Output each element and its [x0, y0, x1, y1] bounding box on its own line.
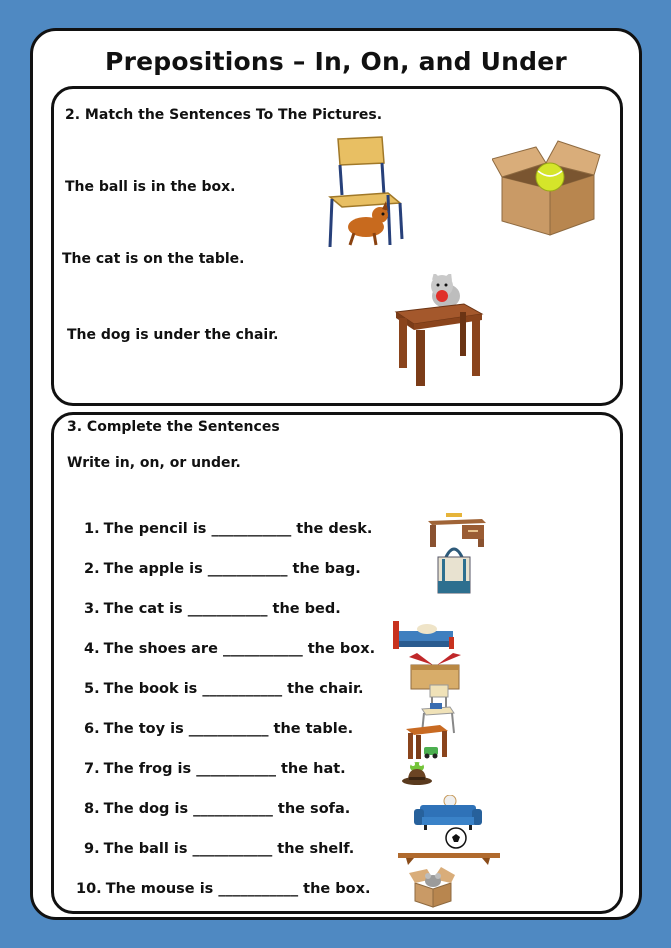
tote-bag-icon [434, 541, 474, 595]
complete-section [51, 412, 623, 914]
sentence-dog: The dog is under the chair. [67, 327, 279, 343]
list-item [84, 681, 364, 697]
match-section [51, 86, 623, 406]
complete-instruction: Write in, on, or under. [67, 455, 241, 471]
item-number: 10. [76, 881, 102, 897]
item-sentence: The shoes are ___________ the box. [103, 641, 376, 657]
list-item [84, 721, 353, 737]
box-with-ball-picture [492, 137, 602, 237]
match-heading: 2. Match the Sentences To The Pictures. [65, 107, 383, 123]
item-number: 7. [84, 761, 100, 777]
table-with-toy-icon [404, 721, 450, 761]
item-number: 5. [84, 681, 100, 697]
list-item [76, 881, 370, 897]
item-sentence: The dog is ___________ the sofa. [103, 801, 351, 817]
sofa-with-dog-icon [414, 795, 482, 831]
item-sentence: The toy is ___________ the table. [103, 721, 354, 737]
table-with-cat-picture [394, 274, 484, 389]
item-sentence: The mouse is ___________ the box. [105, 881, 371, 897]
sentence-ball: The ball is in the box. [65, 179, 236, 195]
hat-with-frog-icon [400, 759, 434, 793]
item-sentence: The frog is ___________ the hat. [103, 761, 346, 777]
list-item [84, 801, 350, 817]
item-sentence: The book is ___________ the chair. [103, 681, 364, 697]
sentence-cat: The cat is on the table. [62, 251, 245, 267]
item-sentence: The ball is ___________ the shelf. [103, 841, 355, 857]
item-sentence: The apple is ___________ the bag. [103, 561, 361, 577]
list-item [84, 561, 361, 577]
item-number: 4. [84, 641, 100, 657]
list-item [84, 761, 346, 777]
page-title: Prepositions – In, On, and Under [105, 47, 567, 76]
item-number: 1. [84, 521, 100, 537]
shelf-with-ball-icon [396, 827, 502, 867]
item-sentence: The pencil is ___________ the desk. [103, 521, 373, 537]
bed-with-cat-icon [391, 617, 457, 653]
box-with-mouse-icon [407, 865, 457, 909]
worksheet [30, 28, 642, 920]
item-number: 2. [84, 561, 100, 577]
item-number: 3. [84, 601, 100, 617]
item-number: 9. [84, 841, 100, 857]
list-item [84, 601, 341, 617]
list-item [84, 641, 375, 657]
item-number: 6. [84, 721, 100, 737]
item-sentence: The cat is ___________ the bed. [103, 601, 341, 617]
list-item [84, 841, 354, 857]
item-number: 8. [84, 801, 100, 817]
chair-with-dog-picture [326, 135, 404, 250]
complete-heading: 3. Complete the Sentences [67, 419, 280, 435]
list-item [84, 521, 372, 537]
